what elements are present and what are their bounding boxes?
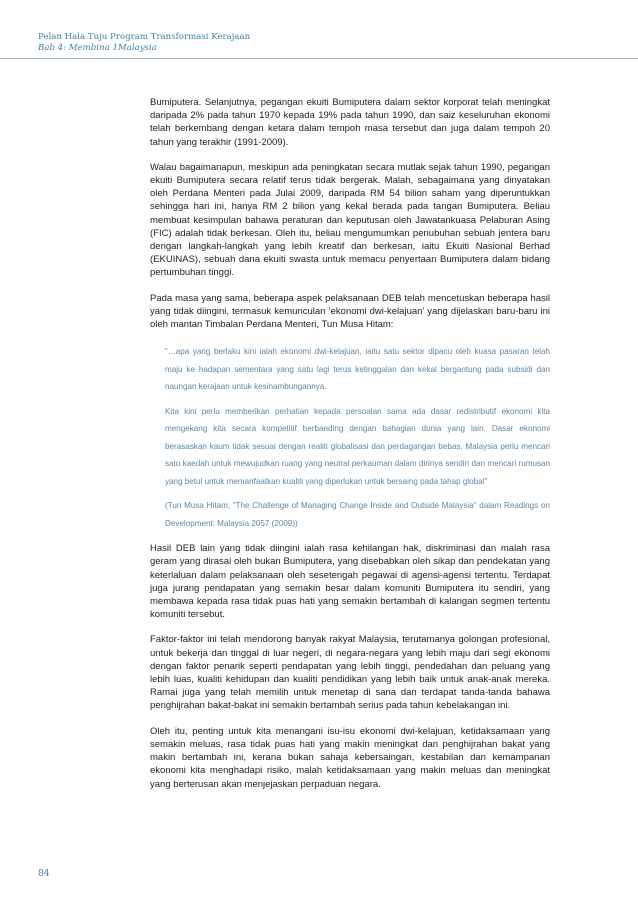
quote-citation: (Tun Musa Hitam, “The Challenge of Managing Change Inside and Outside Malaysia” dalam Readings on Development: Malaysia 2057 (2009))	[165, 501, 550, 528]
paragraph: Pada masa yang sama, beberapa aspek pelaksanaan DEB telah mencetuskan beberapa hasil yang tidak diingini, termasuk kemunculan ‘ekonomi dwi-kelajuan’ yang dijelaskan baru-baru ini oleh mantan Timbalan Perdana Menteri, Tun Musa Hitam:	[150, 292, 550, 331]
header-divider	[0, 58, 638, 59]
publication-title: Pelan Hala Tuju Program Transformasi Kerajaan	[38, 32, 251, 42]
quote-paragraph: Kita kini perlu memberikan perhatian kepada persoalan sama ada dasar redistributif ekonomi kita mengekang kita secara kompetitif berbanding dengan bahagian dunia yang lain. Dasar ekonomi berasaskan kaum tidak sesuai dengan realiti globalisasi dan perdagangan bebas. Malaysia perlu mencari satu kaedah untuk mewujudkan ruang yang neutral perkauman dalam dirinya sendiri dan mencari rumusan yang betul untuk memanfaatkan kualiti yang diperlukan untuk bersaing pada tahap global”	[165, 406, 550, 486]
body-text	[150, 96, 550, 803]
paragraph: Walau bagaimanapun, meskipun ada peningkatan secara mutlak sejak tahun 1990, pegangan ekuiti Bumiputera secara relatif terus tidak bergerak. Malah, sebagaimana yang dinyatakan oleh Perdana Menteri pada Julai 2009, daripada RM 54 bilion saham yang diperuntukkan sehingga hari ini, hanya RM 2 bilion yang kekal berada pada tangan Bumiputera. Beliau membuat kesimpulan bahawa peraturan dan keputusan oleh Jawatankuasa Pelaburan Asing (FIC) adalah tidak berkesan. Oleh itu, beliau mengumumkan penubuhan sebuah jentera baru dengan langkah-langkah yang lebih kreatif dan berkesan, iaitu Ekuiti Nasional Berhad (EKUINAS), sebuah dana ekuiti swasta untuk memacu penyertaan Bumiputera dalam bidang pertumbuhan tinggi.	[150, 161, 550, 279]
running-header	[38, 32, 598, 54]
chapter-title: Bab 4: Membina 1Malaysia	[38, 43, 157, 53]
block-quote	[165, 343, 550, 532]
quote-paragraph: “…apa yang berlaku kini ialah ekonomi dwi-kelajuan, iaitu satu sektor dipacu oleh kuasa pasaran telah maju ke hadapan sementara yang satu lagi terus ketinggalan dan kekal bergantung pada subsidi dan naungan kerajaan untuk kesinambungannya.	[165, 347, 550, 392]
page-number: 84	[38, 869, 50, 879]
paragraph: Oleh itu, penting untuk kita menangani isu-isu ekonomi dwi-kelajuan, ketidaksamaan yang semakin meluas, rasa tidak puas hati yang makin meningkat dan penghijrahan bakat yang makin bertambah ini, kerana bukan sahaja kebersaingan, kestabilan dan kemampanan ekonomi kita menghadapi risiko, malah ketidaksamaan yang makin meluas dan meningkat yang berterusan akan menjejaskan perpaduan negara.	[150, 725, 550, 790]
paragraph: Faktor-faktor ini telah mendorong banyak rakyat Malaysia, terutamanya golongan profesional, untuk bekerja dan tinggal di luar negeri, di negara-negara yang lebih maju dari segi ekonomi dengan faktor penarik seperti pendapatan yang lebih tinggi, pendedahan dan peluang yang lebih luas, kualiti kehidupan dan kualiti pendidikan yang lebih baik untuk anak-anak mereka. Ramai juga yang telah memilih untuk menetap di sana dan terdapat tanda-tanda bahawa penghijrahan bakat-bakat ini semakin bertambah serius pada tahun kebelakangan ini.	[150, 634, 550, 712]
paragraph: Bumiputera. Selanjutnya, pegangan ekuiti Bumiputera dalam sektor korporat telah meningkat daripada 2% pada tahun 1970 kepada 19% pada tahun 1990, dan saiz keseluruhan ekonomi telah berkembang dengan ketara dalam tempoh masa tersebut dan juga dalam tempoh 20 tahun yang terakhir (1991-2009).	[150, 97, 550, 148]
paragraph: Hasil DEB lain yang tidak diingini ialah rasa kehilangan hak, diskriminasi dan malah rasa geram yang dirasai oleh bukan Bumiputera, yang disebabkan oleh sikap dan pendekatan yang keterlaluan dalam pelaksanaan oleh sesetengah pegawai di agensi-agensi tertentu. Terdapat juga jurang pendapatan yang semakin besar dalam komuniti Bumiputera itu sendiri, yang membawa kepada rasa tidak puas hati yang semakin bertambah di kalangan segmen tertentu komuniti tersebut.	[150, 543, 550, 621]
